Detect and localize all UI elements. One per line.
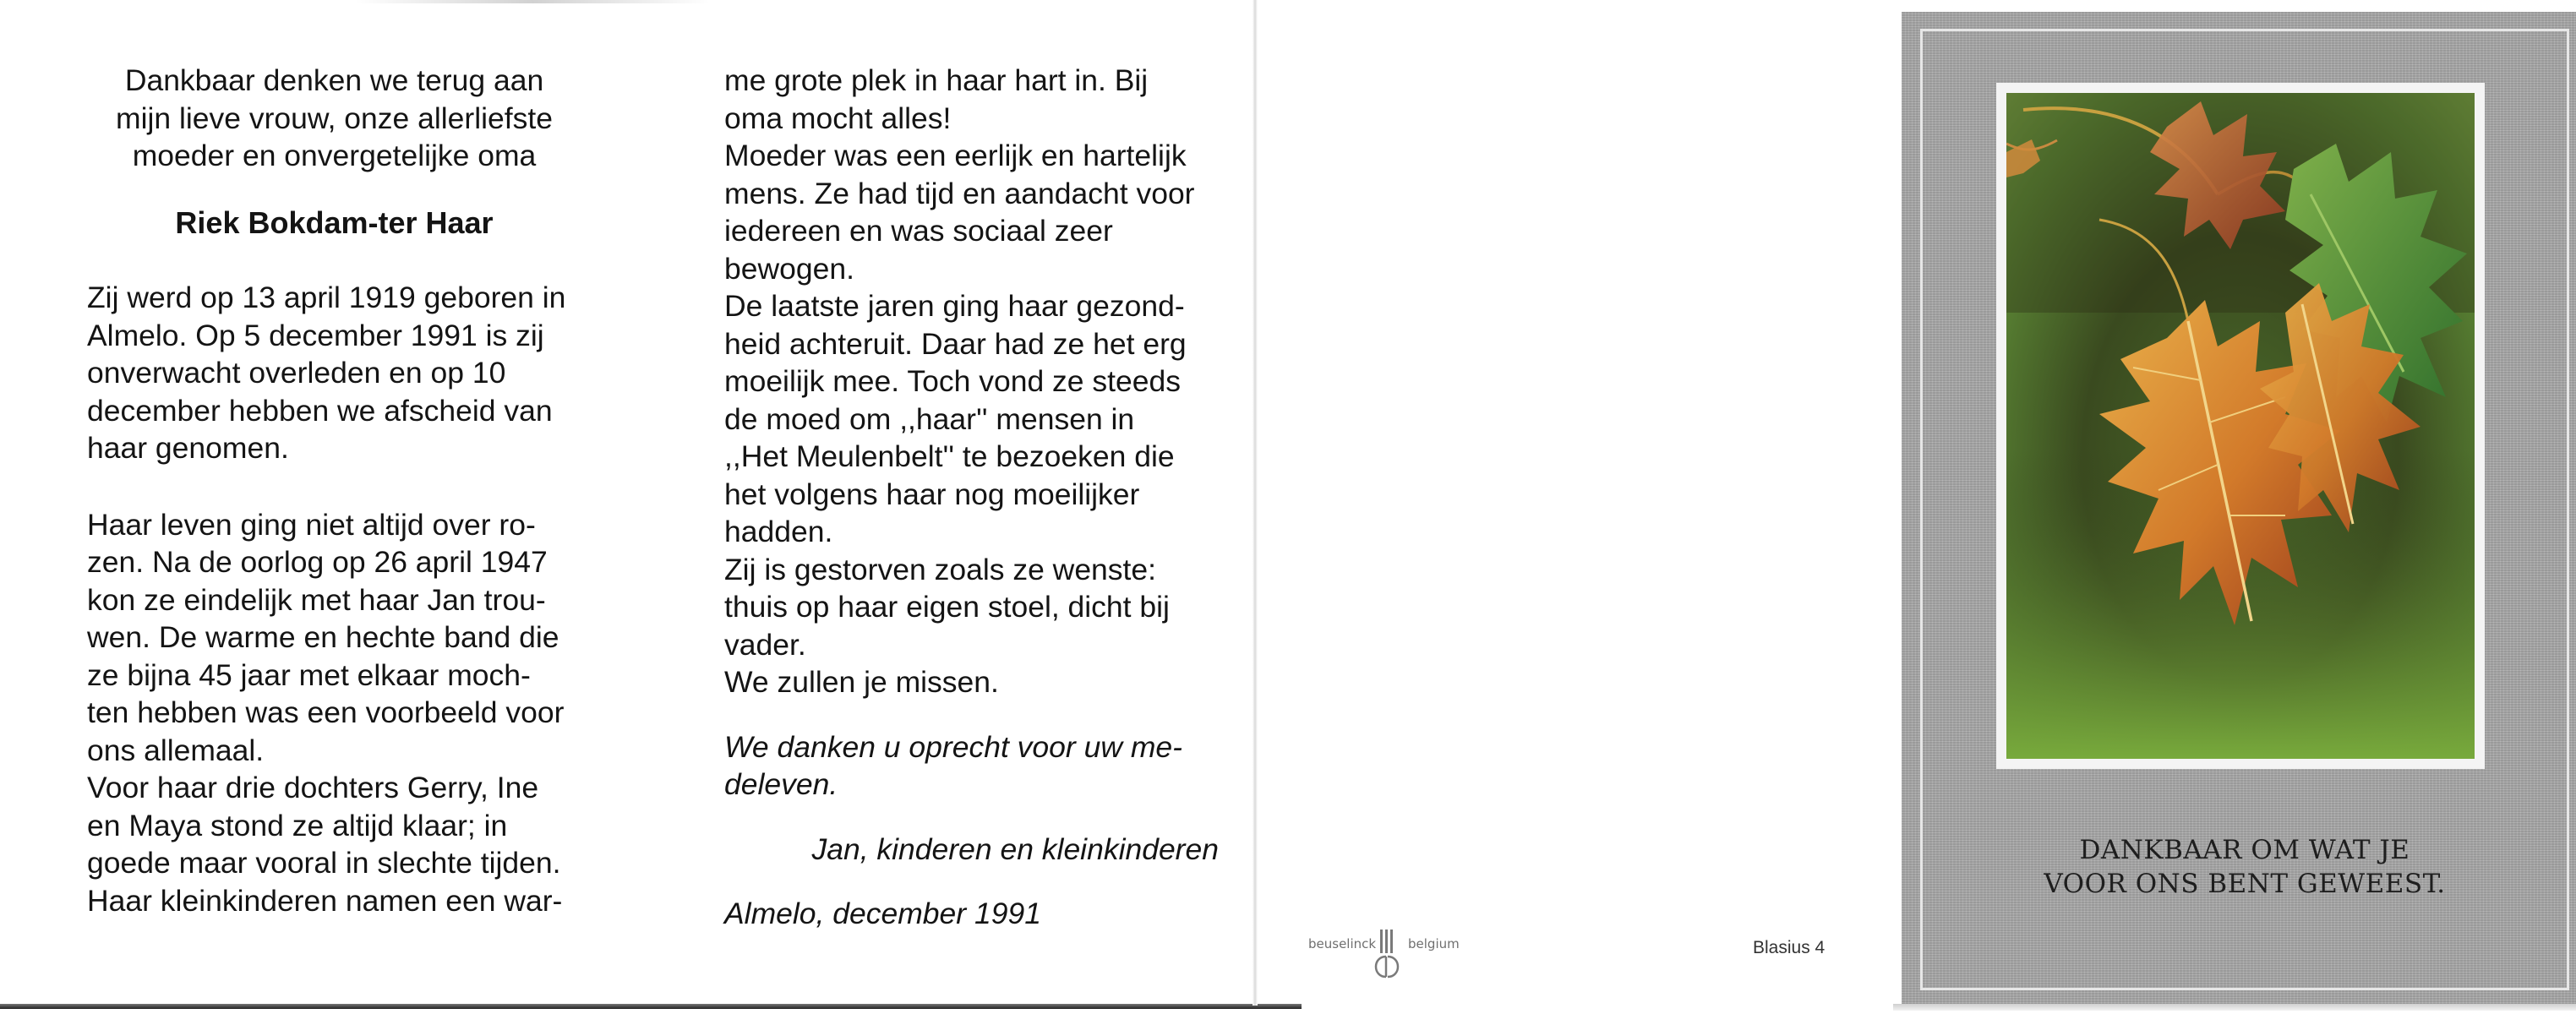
text-line: ten hebben was een voorbeeld voor <box>87 695 565 729</box>
text-line: me grote plek in haar hart in. Bij <box>724 63 1149 97</box>
text-line: de moed om ,,haar'' mensen in <box>724 401 1135 436</box>
deceased-name: Riek Bokdam-ter Haar <box>175 204 494 240</box>
text-line: Voor haar drie dochters Gerry, Ine <box>87 771 539 804</box>
opening-line: moeder en onvergetelijke oma <box>132 139 537 172</box>
text-line: thuis op haar eigen stoel, dicht bij <box>724 590 1170 624</box>
text-line: haar genomen. <box>87 431 289 465</box>
text-line: goede maar vooral in slechte tijden. <box>87 846 561 880</box>
card-bottom-edge <box>1893 1004 2576 1011</box>
page-bottom-edge <box>0 1004 1302 1009</box>
text-line: onverwacht overleden en op 10 <box>87 356 506 390</box>
text-line: Moeder was een eerlijk en hartelijk <box>724 139 1187 172</box>
text-line: december hebben we afscheid van <box>87 393 553 428</box>
photo-frame <box>1996 83 2485 769</box>
left-inner-page <box>87 62 581 958</box>
text-line: oma mocht alles! <box>724 101 952 135</box>
text-line: We danken u oprecht voor uw me- <box>724 729 1182 764</box>
text-line: wen. De warme en hechte band die <box>87 620 559 654</box>
place-date: Almelo, december 1991 <box>724 897 1041 930</box>
scan-edge-line <box>355 0 710 3</box>
text-line: kon ze eindelijk met haar Jan trou- <box>87 582 546 617</box>
text-line: vader. <box>724 627 806 662</box>
text-line: Zij werd op 13 april 1919 geboren in <box>87 281 566 314</box>
text-line: deleven. <box>724 767 838 801</box>
text-line: Haar leven ging niet altijd over ro- <box>87 507 536 542</box>
opening-line: Dankbaar denken we terug aan <box>124 63 544 97</box>
front-cover <box>1902 12 2576 1006</box>
printer-monogram-icon <box>1367 928 1406 982</box>
text-line: moeilijk mee. Toch vond ze steeds <box>724 364 1182 398</box>
text-line: Zij is gestorven zoals ze wenste: <box>724 552 1157 586</box>
opening-line: mijn lieve vrouw, onze allerliefste <box>116 101 553 135</box>
text-line: het volgens haar nog moeilijker <box>724 477 1140 511</box>
text-line: Almelo. Op 5 december 1991 is zij <box>87 318 544 352</box>
cover-verse <box>1920 833 2569 901</box>
text-line: ,,Het Meulenbelt'' te bezoeken die <box>724 439 1175 473</box>
birth-death-paragraph <box>87 279 581 467</box>
printer-logo <box>1302 926 1460 985</box>
text-line: Haar kleinkinderen namen een war- <box>87 883 563 918</box>
text-line: De laatste jaren ging haar gezond- <box>724 289 1185 323</box>
text-line: We zullen je missen. <box>724 665 999 699</box>
text-line: en Maya stond ze altijd klaar; in <box>87 808 508 842</box>
text-line: ons allemaal. <box>87 733 265 767</box>
right-inner-page <box>724 62 1219 933</box>
text-line: bewogen. <box>724 251 854 286</box>
printer-country: belgium <box>1408 936 1460 951</box>
text-line: ze bijna 45 jaar met elkaar moch- <box>87 657 531 692</box>
text-line: hadden. <box>724 515 833 548</box>
life-paragraph <box>87 506 581 920</box>
signature: Jan, kinderen en kleinkinderen <box>811 831 1219 866</box>
printer-name: beuselinck <box>1308 936 1377 951</box>
verse-line: VOOR ONS BENT GEWEEST. <box>2044 869 2446 899</box>
text-line: iedereen en was sociaal zeer <box>724 214 1113 248</box>
text-line: heid achteruit. Daar had ze het erg <box>724 326 1187 361</box>
page-fold <box>1253 0 1258 1006</box>
text-line: mens. Ze had tijd en aandacht voor <box>724 176 1195 210</box>
opening-text <box>87 62 581 175</box>
card-model-code: Blasius 4 <box>1753 938 1826 957</box>
thanks-text <box>724 728 1219 804</box>
continued-text <box>724 62 1219 701</box>
autumn-oak-leaves-photo <box>2006 93 2475 759</box>
text-line: zen. Na de oorlog op 26 april 1947 <box>87 545 548 579</box>
verse-line: DANKBAAR OM WAT JE <box>2079 835 2410 865</box>
